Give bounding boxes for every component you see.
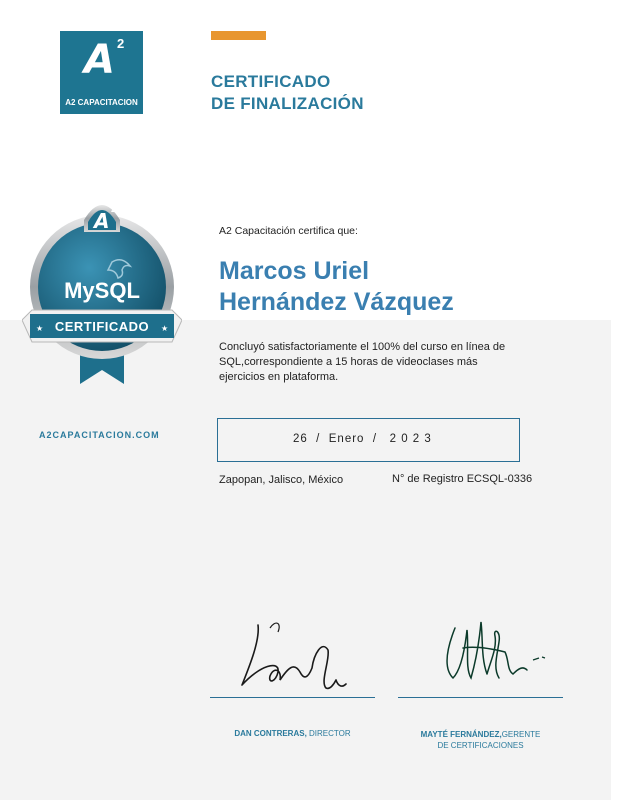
mysql-certified-badge-icon bbox=[22, 192, 182, 387]
recipient-first-name: Marcos Uriel bbox=[219, 257, 370, 285]
certifies-text: A2 Capacitación certifica que: bbox=[219, 225, 358, 237]
signature-manager-icon bbox=[435, 608, 550, 693]
badge-sup: 2 bbox=[111, 205, 116, 214]
right-margin bbox=[611, 0, 618, 800]
location-text: Zapopan, Jalisco, México bbox=[219, 474, 344, 486]
badge-tech: MySQL bbox=[64, 278, 140, 303]
signature-director-icon bbox=[230, 610, 360, 695]
badge-ribbon: CERTIFICADO bbox=[54, 319, 150, 334]
a2-logo bbox=[60, 31, 143, 114]
certificate-title bbox=[211, 71, 364, 115]
svg-text:★: ★ bbox=[161, 324, 169, 333]
signature-line-director bbox=[210, 697, 375, 698]
recipient-last-name: Hernández Vázquez bbox=[219, 288, 454, 316]
signer-manager-role-2: DE CERTIFICACIONES bbox=[437, 741, 524, 750]
lower-background bbox=[0, 320, 611, 800]
logo-superscript: 2 bbox=[117, 36, 125, 51]
logo-text: A2 CAPACITACION bbox=[65, 98, 138, 107]
title-line-1: CERTIFICADO bbox=[211, 72, 331, 91]
badge-letter: A bbox=[94, 209, 110, 233]
date-box bbox=[217, 418, 520, 462]
signature-line-manager bbox=[398, 697, 563, 698]
svg-text:★: ★ bbox=[36, 324, 44, 333]
signer-director bbox=[210, 729, 375, 738]
logo-letter: A bbox=[84, 37, 115, 83]
signer-manager bbox=[398, 729, 563, 751]
signer-director-role: DIRECTOR bbox=[306, 729, 351, 738]
course-description: Concluyó satisfactoriamente el 100% del curso en línea de SQL,correspondiente a 15 horas de videoclases más ejercicios en plataforma. bbox=[219, 341, 506, 383]
title-line-2: DE FINALIZACIÓN bbox=[211, 94, 364, 113]
accent-bar bbox=[211, 31, 266, 40]
signer-manager-name: MAYTÉ FERNÁNDEZ, bbox=[420, 730, 502, 739]
signer-manager-role-1: GERENTE bbox=[501, 730, 541, 739]
signer-director-name: DAN CONTRERAS, bbox=[234, 729, 307, 738]
recipient-name bbox=[219, 256, 454, 318]
registry-number: N° de Registro ECSQL-0336 bbox=[392, 473, 533, 485]
website-link[interactable]: A2CAPACITACION.COM bbox=[39, 430, 160, 440]
completion-date: 26 / Enero / 2 0 2 3 bbox=[293, 433, 432, 445]
